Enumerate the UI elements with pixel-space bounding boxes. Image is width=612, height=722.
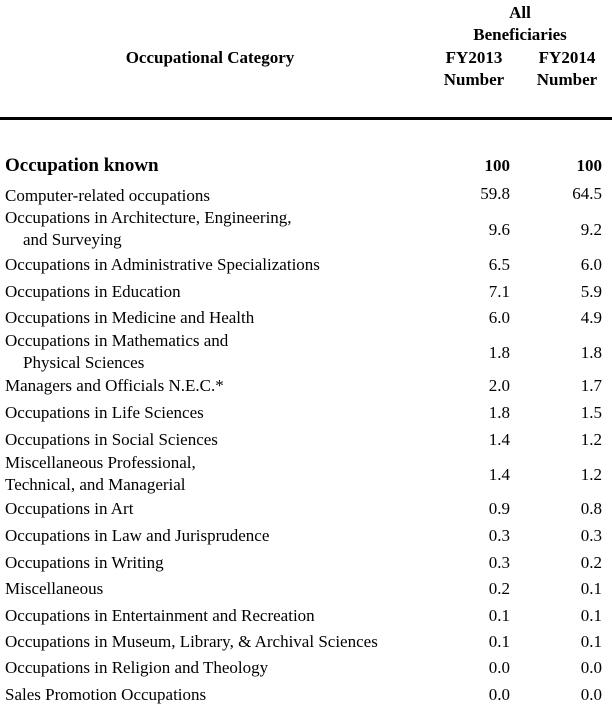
fy2013-header-year: FY2013: [445, 48, 503, 67]
group-header: [440, 2, 600, 46]
row-label: [5, 578, 425, 600]
row-fy2013-value: 59.8: [480, 184, 510, 203]
row-fy2014-value: 1.2: [580, 430, 602, 449]
row-label-line1: Occupations in Education: [5, 282, 181, 301]
group-header-line1: All: [509, 3, 531, 22]
total-fy2014: 100: [576, 156, 602, 175]
row-fy2013-value: 9.6: [488, 220, 510, 239]
row-label: [5, 281, 425, 303]
row-label: [5, 429, 425, 451]
row-fy2014-value: 9.2: [580, 220, 602, 239]
row-label-line1: Occupations in Writing: [5, 553, 164, 572]
row-label: [5, 254, 425, 276]
row-fy2014-value: 0.1: [580, 606, 602, 625]
row-label: [5, 605, 425, 627]
row-fy2013-value: 0.3: [488, 526, 510, 545]
row-fy2014-value: 0.8: [580, 499, 602, 518]
row-fy2013-value: 6.5: [488, 255, 510, 274]
row-fy2014-value: 0.3: [580, 526, 602, 545]
row-label: [5, 657, 425, 679]
row-fy2013-value: 7.1: [488, 282, 510, 301]
row-label: [5, 452, 425, 496]
row-fy2014-value: 4.9: [580, 308, 602, 327]
row-label-line1: Occupations in Law and Jurisprudence: [5, 526, 270, 545]
row-label-line1: Miscellaneous: [5, 579, 104, 598]
row-fy2014-value: 1.5: [580, 403, 602, 422]
row-fy2013-value: 1.4: [488, 430, 510, 449]
row-fy2014-value: 6.0: [580, 255, 602, 274]
row-label-line1: Occupations in Museum, Library, & Archival Sciences: [5, 632, 378, 651]
row-label: [5, 402, 425, 424]
fy2014-header-year: FY2014: [538, 48, 596, 67]
group-header-line2: Beneficiaries: [473, 25, 567, 44]
row-label: [5, 207, 425, 251]
row-label-line1: Occupations in Architecture, Engineering,: [5, 208, 292, 227]
row-fy2013-value: 0.1: [488, 606, 510, 625]
row-label-line1: Miscellaneous Professional,: [5, 453, 196, 472]
row-fy2013-value: 1.8: [488, 343, 510, 362]
row-label: [5, 185, 425, 207]
row-label: [5, 498, 425, 520]
row-fy2014-value: 0.1: [580, 579, 602, 598]
row-label: [5, 552, 425, 574]
row-label-line2: and Surveying: [23, 230, 122, 249]
row-label-line1: Occupations in Medicine and Health: [5, 308, 255, 327]
row-fy2014-value: 0.2: [580, 553, 602, 572]
row-label-line1: Occupations in Mathematics and: [5, 331, 229, 350]
row-fy2013-value: 0.0: [488, 658, 510, 677]
row-label-line1: Managers and Officials N.E.C.*: [5, 376, 224, 395]
row-label-line1: Occupations in Entertainment and Recreation: [5, 606, 315, 625]
row-fy2013-value: 0.2: [488, 579, 510, 598]
fy2013-column-header: [434, 47, 514, 91]
table-header: [0, 0, 612, 100]
row-label-line1: Sales Promotion Occupations: [5, 685, 207, 704]
row-label-line1: Computer-related occupations: [5, 186, 211, 205]
row-label: [5, 330, 425, 374]
row-fy2013-value: 1.8: [488, 403, 510, 422]
row-fy2013-value: 0.9: [488, 499, 510, 518]
row-label-line1: Occupations in Administrative Specializations: [5, 255, 320, 274]
row-label-line2: Physical Sciences: [23, 353, 145, 372]
row-fy2013-value: 0.0: [488, 685, 510, 704]
row-label: [5, 631, 425, 653]
row-label-line1: Occupations in Art: [5, 499, 134, 518]
row-fy2014-value: 1.8: [580, 343, 602, 362]
category-column-header: Occupational Category: [125, 48, 295, 67]
row-fy2014-value: 1.7: [580, 376, 602, 395]
row-fy2013-value: 0.1: [488, 632, 510, 651]
row-fy2014-value: 1.2: [580, 465, 602, 484]
fy2014-column-header: [527, 47, 607, 91]
row-label: [5, 375, 425, 397]
row-fy2013-value: 0.3: [488, 553, 510, 572]
row-fy2013-value: 1.4: [488, 465, 510, 484]
row-label: [5, 684, 425, 706]
row-label-line1: Occupations in Religion and Theology: [5, 658, 269, 677]
row-fy2014-value: 0.0: [580, 658, 602, 677]
fy2013-header-unit: Number: [443, 70, 505, 89]
row-fy2014-value: 0.0: [580, 685, 602, 704]
total-label: Occupation known: [5, 155, 159, 176]
row-label: [5, 525, 425, 547]
header-divider: [0, 117, 612, 120]
row-fy2014-value: 5.9: [580, 282, 602, 301]
row-fy2014-value: 64.5: [572, 184, 602, 203]
row-label-line2: Technical, and Managerial: [5, 475, 186, 494]
fy2014-header-unit: Number: [536, 70, 598, 89]
row-fy2013-value: 6.0: [488, 308, 510, 327]
total-fy2013: 100: [484, 156, 510, 175]
row-label: [5, 307, 425, 329]
row-label-line1: Occupations in Life Sciences: [5, 403, 204, 422]
row-fy2013-value: 2.0: [488, 376, 510, 395]
row-fy2014-value: 0.1: [580, 632, 602, 651]
row-label-line1: Occupations in Social Sciences: [5, 430, 218, 449]
